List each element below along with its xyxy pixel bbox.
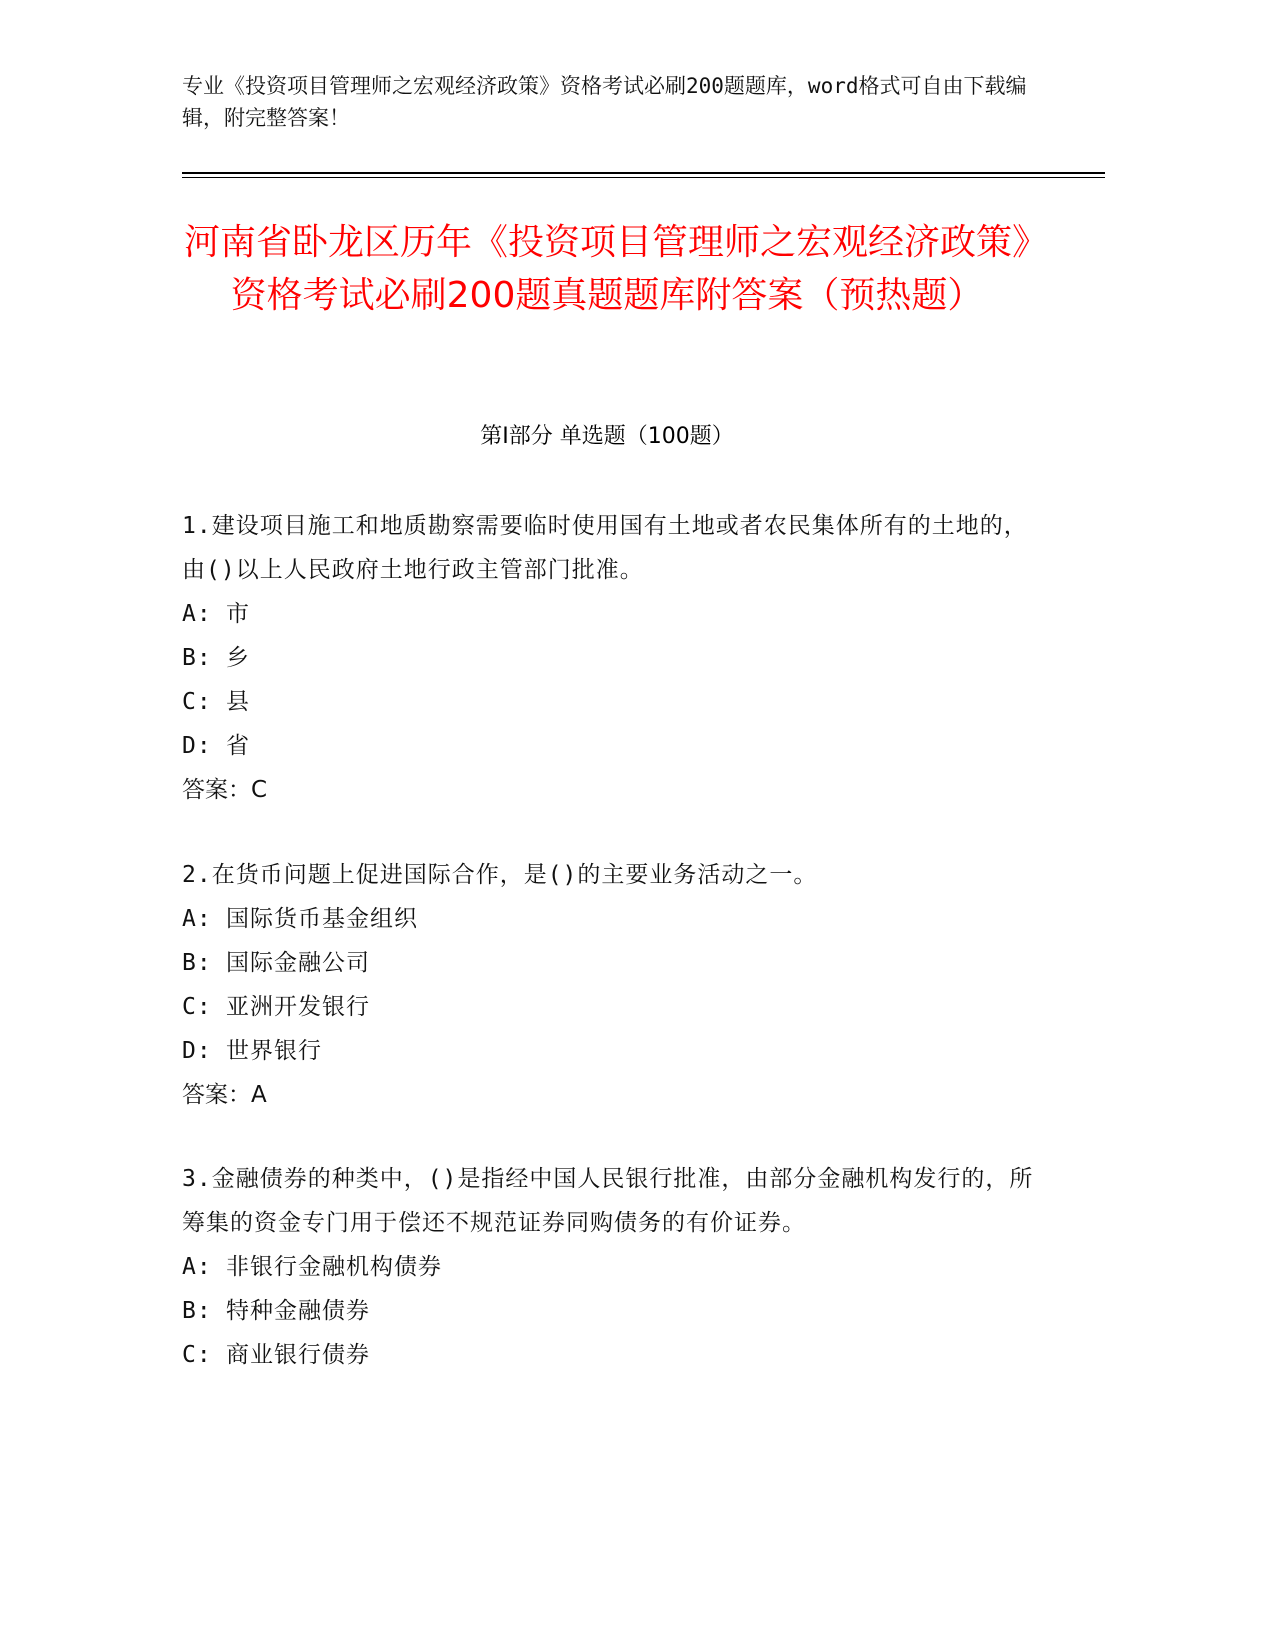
option-text: 商业银行债券 bbox=[226, 1342, 370, 1368]
option-key: D: bbox=[182, 733, 212, 759]
option-c bbox=[182, 1333, 1042, 1377]
option-text: 非银行金融机构债券 bbox=[226, 1254, 442, 1280]
option-key: D: bbox=[182, 1038, 212, 1064]
option-c bbox=[182, 680, 1042, 724]
option-a bbox=[182, 897, 1042, 941]
option-key: A: bbox=[182, 1254, 212, 1280]
header-note: 专业《投资项目管理师之宏观经济政策》资格考试必刷200题题库，word格式可自由下载编辑，附完整答案！ bbox=[182, 74, 1027, 130]
option-text: 亚洲开发银行 bbox=[226, 994, 370, 1020]
option-a bbox=[182, 1245, 1042, 1289]
option-text: 省 bbox=[226, 733, 250, 759]
header-divider-thick bbox=[182, 172, 1105, 174]
question-stem: 2.在货币问题上促进国际合作，是()的主要业务活动之一。 bbox=[182, 862, 818, 888]
option-b bbox=[182, 1289, 1042, 1333]
option-key: A: bbox=[182, 906, 212, 932]
option-text: 国际货币基金组织 bbox=[226, 906, 418, 932]
option-d bbox=[182, 1029, 1042, 1073]
document-title: 河南省卧龙区历年《投资项目管理师之宏观经济政策》资格考试必刷200题真题题库附答案（预热题） bbox=[183, 222, 1030, 316]
option-text: 县 bbox=[226, 689, 250, 715]
answer-line: 答案：C bbox=[182, 777, 268, 803]
header-divider-thin bbox=[182, 177, 1105, 178]
option-key: B: bbox=[182, 950, 212, 976]
question-3 bbox=[182, 1157, 1042, 1377]
option-key: C: bbox=[182, 1342, 212, 1368]
option-b bbox=[182, 636, 1042, 680]
option-key: A: bbox=[182, 601, 212, 627]
question-stem: 1.建设项目施工和地质勘察需要临时使用国有土地或者农民集体所有的土地的，由()以上人民政府土地行政主管部门批准。 bbox=[182, 513, 1028, 583]
option-text: 世界银行 bbox=[226, 1038, 322, 1064]
section-heading: 第Ⅰ部分 单选题（100题） bbox=[480, 424, 734, 449]
option-key: B: bbox=[182, 1298, 212, 1324]
question-1 bbox=[182, 504, 1042, 812]
question-stem: 3.金融债券的种类中，()是指经中国人民银行批准，由部分金融机构发行的，所筹集的资金专门用于偿还不规范证券同购债务的有价证券。 bbox=[182, 1166, 1034, 1236]
question-2 bbox=[182, 853, 1042, 1117]
option-text: 市 bbox=[226, 601, 250, 627]
answer-line: 答案：A bbox=[182, 1082, 267, 1108]
option-key: C: bbox=[182, 994, 212, 1020]
option-text: 国际金融公司 bbox=[226, 950, 370, 976]
option-text: 特种金融债券 bbox=[226, 1298, 370, 1324]
option-a bbox=[182, 592, 1042, 636]
option-d bbox=[182, 724, 1042, 768]
option-text: 乡 bbox=[226, 645, 250, 671]
option-b bbox=[182, 941, 1042, 985]
option-key: B: bbox=[182, 645, 212, 671]
option-c bbox=[182, 985, 1042, 1029]
option-key: C: bbox=[182, 689, 212, 715]
